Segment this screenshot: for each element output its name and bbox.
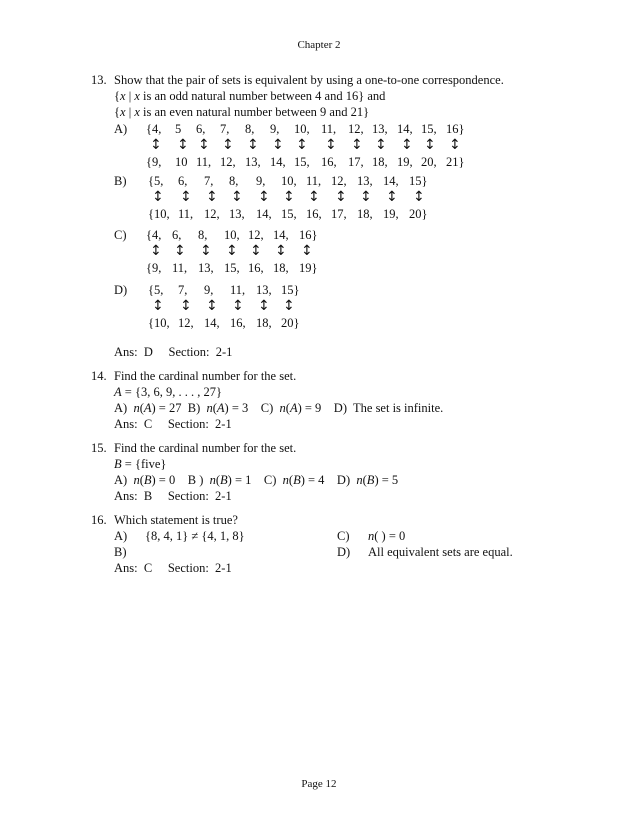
domain-element: 16} — [299, 228, 318, 242]
codomain-element: 21} — [446, 155, 465, 169]
question-number: 14. — [91, 369, 107, 383]
set-definition: A = {3, 6, 9, . . . , 27} — [114, 385, 222, 399]
domain-element: 8, — [198, 228, 208, 242]
domain-element: 8, — [229, 174, 239, 188]
domain-element: 7, — [178, 283, 188, 297]
codomain-element: 18, — [372, 155, 388, 169]
option-b-label: B) — [114, 545, 127, 559]
codomain-element: 13, — [198, 261, 214, 275]
bidirectional-arrow-icon: ↕ — [222, 137, 234, 153]
domain-element: 6, — [196, 122, 206, 136]
domain-element: 15} — [409, 174, 428, 188]
bidirectional-arrow-icon: ↕ — [247, 137, 259, 153]
domain-element: 11, — [230, 283, 246, 297]
codomain-element: 17, — [348, 155, 364, 169]
codomain-element: 18, — [273, 261, 289, 275]
question-stem: Show that the pair of sets is equivalent by using a one-to-one correspondence. — [114, 73, 504, 87]
bidirectional-arrow-icon: ↕ — [232, 298, 244, 314]
domain-element: 11, — [321, 122, 337, 136]
bidirectional-arrow-icon: ↕ — [283, 298, 295, 314]
domain-element: {5, — [148, 283, 164, 297]
set-definition: B = {five} — [114, 457, 167, 471]
question-stem: Find the cardinal number for the set. — [114, 369, 297, 383]
domain-element: 13, — [372, 122, 388, 136]
codomain-element: 13, — [229, 207, 245, 221]
page-header: Chapter 2 — [297, 39, 341, 51]
bidirectional-arrow-icon: ↕ — [152, 189, 164, 205]
bidirectional-arrow-icon: ↕ — [177, 137, 189, 153]
codomain-element: 16, — [321, 155, 337, 169]
codomain-element: 14, — [204, 316, 220, 330]
codomain-element: 13, — [245, 155, 261, 169]
option-d-label: D) — [337, 545, 351, 559]
answer-line: Ans: D Section: 2-1 — [114, 345, 233, 359]
bidirectional-arrow-icon: ↕ — [296, 137, 308, 153]
bidirectional-arrow-icon: ↕ — [424, 137, 436, 153]
domain-element: 14, — [383, 174, 399, 188]
codomain-element: 19, — [397, 155, 413, 169]
bidirectional-arrow-icon: ↕ — [200, 243, 212, 259]
codomain-element: 18, — [256, 316, 272, 330]
bidirectional-arrow-icon: ↕ — [180, 189, 192, 205]
bidirectional-arrow-icon: ↕ — [258, 189, 270, 205]
question-number: 15. — [91, 441, 107, 455]
domain-element: 9, — [256, 174, 266, 188]
domain-element: 9, — [204, 283, 214, 297]
answer-options: A) n(B) = 0 B ) n(B) = 1 C) n(B) = 4 D) n(B) = 5 — [114, 473, 399, 487]
option-a-label: A) — [114, 529, 128, 543]
domain-element: 11, — [306, 174, 322, 188]
domain-element: 10, — [281, 174, 297, 188]
set-definition-odd: {x | x is an odd natural number between 4 and 16} and — [114, 89, 386, 103]
bidirectional-arrow-icon: ↕ — [231, 189, 243, 205]
codomain-element: 12, — [220, 155, 236, 169]
codomain-element: 20} — [409, 207, 428, 221]
codomain-element: 14, — [256, 207, 272, 221]
codomain-element: 12, — [204, 207, 220, 221]
codomain-element: 20} — [281, 316, 300, 330]
bidirectional-arrow-icon: ↕ — [198, 137, 210, 153]
bidirectional-arrow-icon: ↕ — [206, 189, 218, 205]
bidirectional-arrow-icon: ↕ — [275, 243, 287, 259]
codomain-element: 15, — [281, 207, 297, 221]
domain-element: {5, — [148, 174, 164, 188]
question-stem: Which statement is true? — [114, 513, 238, 527]
question-number: 16. — [91, 513, 107, 527]
domain-element: 14, — [397, 122, 413, 136]
domain-element: 12, — [348, 122, 364, 136]
domain-element: 13, — [256, 283, 272, 297]
domain-element: 6, — [172, 228, 182, 242]
domain-element: 9, — [270, 122, 280, 136]
domain-element: 8, — [245, 122, 255, 136]
codomain-element: {10, — [148, 207, 170, 221]
answer-line: Ans: C Section: 2-1 — [114, 561, 232, 575]
bidirectional-arrow-icon: ↕ — [301, 243, 313, 259]
domain-element: 16} — [446, 122, 465, 136]
bidirectional-arrow-icon: ↕ — [413, 189, 425, 205]
option-label: D) — [114, 283, 128, 297]
domain-element: 7, — [204, 174, 214, 188]
codomain-element: 16, — [248, 261, 264, 275]
bidirectional-arrow-icon: ↕ — [258, 298, 270, 314]
domain-element: 15} — [281, 283, 300, 297]
option-c-label: C) — [337, 529, 350, 543]
codomain-element: {9, — [146, 155, 162, 169]
option-label: A) — [114, 122, 128, 136]
answer-options: A) n(A) = 27 B) n(A) = 3 C) n(A) = 9 D) The set is infinite. — [114, 401, 444, 415]
domain-element: 13, — [357, 174, 373, 188]
bidirectional-arrow-icon: ↕ — [150, 137, 162, 153]
domain-element: 12, — [248, 228, 264, 242]
domain-element: 10, — [224, 228, 240, 242]
bidirectional-arrow-icon: ↕ — [386, 189, 398, 205]
question-number: 13. — [91, 73, 107, 87]
option-d-text: All equivalent sets are equal. — [368, 545, 513, 559]
codomain-element: 15, — [224, 261, 240, 275]
domain-element: {4, — [146, 228, 162, 242]
domain-element: 14, — [273, 228, 289, 242]
bidirectional-arrow-icon: ↕ — [226, 243, 238, 259]
bidirectional-arrow-icon: ↕ — [325, 137, 337, 153]
domain-element: 6, — [178, 174, 188, 188]
bidirectional-arrow-icon: ↕ — [351, 137, 363, 153]
domain-element: 5 — [175, 122, 182, 136]
option-label: C) — [114, 228, 127, 242]
codomain-element: 16, — [306, 207, 322, 221]
page-footer: Page 12 — [301, 778, 337, 790]
bidirectional-arrow-icon: ↕ — [206, 298, 218, 314]
domain-element: 15, — [421, 122, 437, 136]
bidirectional-arrow-icon: ↕ — [375, 137, 387, 153]
codomain-element: 11, — [172, 261, 188, 275]
codomain-element: 16, — [230, 316, 246, 330]
bidirectional-arrow-icon: ↕ — [152, 298, 164, 314]
codomain-element: 18, — [357, 207, 373, 221]
domain-element: 10, — [294, 122, 310, 136]
codomain-element: 15, — [294, 155, 310, 169]
bidirectional-arrow-icon: ↕ — [360, 189, 372, 205]
codomain-element: 12, — [178, 316, 194, 330]
bidirectional-arrow-icon: ↕ — [401, 137, 413, 153]
codomain-element: 17, — [331, 207, 347, 221]
codomain-element: 10 — [175, 155, 188, 169]
answer-line: Ans: C Section: 2-1 — [114, 417, 232, 431]
codomain-element: 19, — [383, 207, 399, 221]
bidirectional-arrow-icon: ↕ — [150, 243, 162, 259]
bidirectional-arrow-icon: ↕ — [174, 243, 186, 259]
option-label: B) — [114, 174, 127, 188]
answer-line: Ans: B Section: 2-1 — [114, 489, 232, 503]
codomain-element: 11, — [178, 207, 194, 221]
codomain-element: 11, — [196, 155, 212, 169]
codomain-element: 19} — [299, 261, 318, 275]
domain-element: 7, — [220, 122, 230, 136]
set-definition-even: {x | x is an even natural number between 9 and 21} — [114, 105, 370, 119]
bidirectional-arrow-icon: ↕ — [449, 137, 461, 153]
question-stem: Find the cardinal number for the set. — [114, 441, 297, 455]
option-c-text: n( ) = 0 — [368, 529, 406, 543]
codomain-element: 14, — [270, 155, 286, 169]
option-a-text: {8, 4, 1} ≠ {4, 1, 8} — [145, 529, 245, 543]
domain-element: {4, — [146, 122, 162, 136]
codomain-element: 20, — [421, 155, 437, 169]
bidirectional-arrow-icon: ↕ — [272, 137, 284, 153]
codomain-element: {9, — [146, 261, 162, 275]
bidirectional-arrow-icon: ↕ — [180, 298, 192, 314]
codomain-element: {10, — [148, 316, 170, 330]
domain-element: 12, — [331, 174, 347, 188]
bidirectional-arrow-icon: ↕ — [308, 189, 320, 205]
bidirectional-arrow-icon: ↕ — [335, 189, 347, 205]
bidirectional-arrow-icon: ↕ — [250, 243, 262, 259]
bidirectional-arrow-icon: ↕ — [283, 189, 295, 205]
